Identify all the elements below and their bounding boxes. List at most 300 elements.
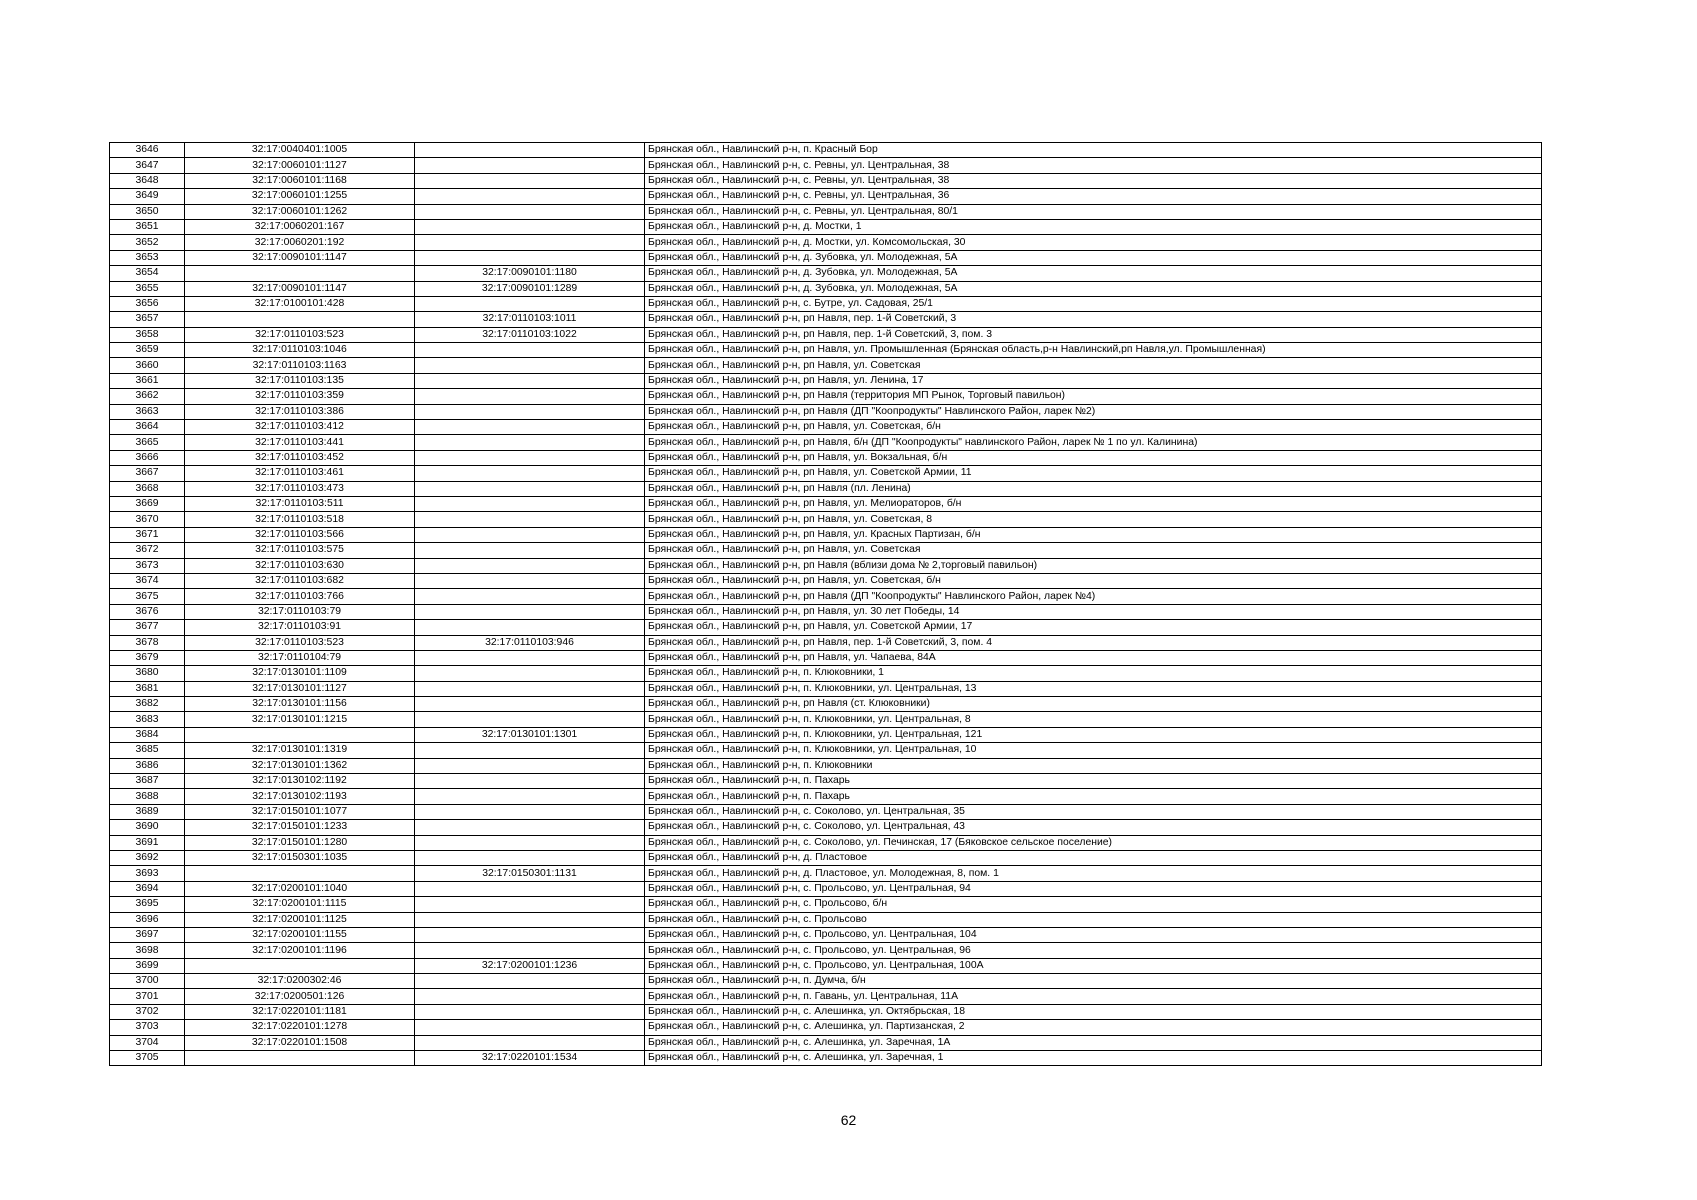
row-number-cell: 3701 (110, 989, 185, 1004)
table-row (110, 235, 1542, 250)
cadastral-number-cell: 32:17:0220101:1508 (185, 1035, 415, 1050)
row-number-cell: 3654 (110, 266, 185, 281)
cadastral-number-cell: 32:17:0110103:135 (185, 373, 415, 388)
address-cell: Брянская обл., Навлинский р-н, д. Пластовое (645, 850, 1542, 865)
cadastral-number-cell: 32:17:0040401:1005 (185, 143, 415, 158)
cadastral-number-cell (185, 312, 415, 327)
related-cadastral-number-cell (415, 850, 645, 865)
address-cell: Брянская обл., Навлинский р-н, рп Навля, ул. Ленина, 17 (645, 373, 1542, 388)
row-number-cell: 3702 (110, 1004, 185, 1019)
table-row (110, 958, 1542, 973)
address-cell: Брянская обл., Навлинский р-н, п. Клюковники (645, 758, 1542, 773)
address-cell: Брянская обл., Навлинский р-н, п. Гавань, ул. Центральная, 11А (645, 989, 1542, 1004)
cadastral-number-cell: 32:17:0200101:1115 (185, 897, 415, 912)
address-cell: Брянская обл., Навлинский р-н, с. Прольсово, ул. Центральная, 96 (645, 943, 1542, 958)
related-cadastral-number-cell (415, 158, 645, 173)
address-cell: Брянская обл., Навлинский р-н, рп Навля, ул. 30 лет Победы, 14 (645, 604, 1542, 619)
related-cadastral-number-cell (415, 389, 645, 404)
related-cadastral-number-cell (415, 974, 645, 989)
cadastral-number-cell: 32:17:0150101:1233 (185, 820, 415, 835)
related-cadastral-number-cell: 32:17:0110103:1022 (415, 327, 645, 342)
address-cell: Брянская обл., Навлинский р-н, рп Навля, ул. Советская (645, 358, 1542, 373)
address-cell: Брянская обл., Навлинский р-н, рп Навля, пер. 1-й Советский, 3, пом. 4 (645, 635, 1542, 650)
table-row (110, 881, 1542, 896)
table-row (110, 774, 1542, 789)
row-number-cell: 3663 (110, 404, 185, 419)
row-number-cell: 3655 (110, 281, 185, 296)
address-cell: Брянская обл., Навлинский р-н, с. Алешинка, ул. Заречная, 1А (645, 1035, 1542, 1050)
table-row (110, 912, 1542, 927)
cadastral-number-cell: 32:17:0090101:1147 (185, 250, 415, 265)
table-row (110, 404, 1542, 419)
address-cell: Брянская обл., Навлинский р-н, рп Навля, ул. Красных Партизан, б/н (645, 527, 1542, 542)
table-row (110, 573, 1542, 588)
row-number-cell: 3668 (110, 481, 185, 496)
cadastral-number-cell: 32:17:0060101:1262 (185, 204, 415, 219)
row-number-cell: 3682 (110, 697, 185, 712)
table-row (110, 635, 1542, 650)
related-cadastral-number-cell (415, 1020, 645, 1035)
address-cell: Брянская обл., Навлинский р-н, с. Бутре, ул. Садовая, 25/1 (645, 296, 1542, 311)
row-number-cell: 3661 (110, 373, 185, 388)
row-number-cell: 3665 (110, 435, 185, 450)
related-cadastral-number-cell (415, 989, 645, 1004)
address-cell: Брянская обл., Навлинский р-н, п. Пахарь (645, 774, 1542, 789)
address-cell: Брянская обл., Навлинский р-н, с. Соколово, ул. Центральная, 35 (645, 804, 1542, 819)
related-cadastral-number-cell (415, 373, 645, 388)
cadastral-number-cell (185, 1051, 415, 1066)
related-cadastral-number-cell (415, 589, 645, 604)
address-cell: Брянская обл., Навлинский р-н, п. Клюковники, 1 (645, 666, 1542, 681)
address-cell: Брянская обл., Навлинский р-н, п. Клюковники, ул. Центральная, 10 (645, 743, 1542, 758)
related-cadastral-number-cell (415, 466, 645, 481)
cadastral-number-cell: 32:17:0200101:1040 (185, 881, 415, 896)
table-row (110, 158, 1542, 173)
table-row (110, 327, 1542, 342)
cadastral-number-cell: 32:17:0060101:1255 (185, 189, 415, 204)
row-number-cell: 3656 (110, 296, 185, 311)
related-cadastral-number-cell: 32:17:0110103:1011 (415, 312, 645, 327)
related-cadastral-number-cell (415, 604, 645, 619)
table-row (110, 189, 1542, 204)
address-cell: Брянская обл., Навлинский р-н, п. Клюковники, ул. Центральная, 8 (645, 712, 1542, 727)
table-row (110, 435, 1542, 450)
table-row (110, 666, 1542, 681)
address-cell: Брянская обл., Навлинский р-н, рп Навля (территория МП Рынок, Торговый павильон) (645, 389, 1542, 404)
related-cadastral-number-cell (415, 804, 645, 819)
row-number-cell: 3678 (110, 635, 185, 650)
table-row (110, 1004, 1542, 1019)
row-number-cell: 3664 (110, 420, 185, 435)
address-cell: Брянская обл., Навлинский р-н, рп Навля, пер. 1-й Советский, 3, пом. 3 (645, 327, 1542, 342)
row-number-cell: 3669 (110, 496, 185, 511)
cadastral-number-cell: 32:17:0130101:1215 (185, 712, 415, 727)
address-cell: Брянская обл., Навлинский р-н, с. Ревны, ул. Центральная, 38 (645, 173, 1542, 188)
table-row (110, 143, 1542, 158)
table-row (110, 620, 1542, 635)
address-cell: Брянская обл., Навлинский р-н, рп Навля, ул. Промышленная (Брянская область,р-н Навлинский,рп Навля,ул. Промышленная) (645, 343, 1542, 358)
row-number-cell: 3704 (110, 1035, 185, 1050)
table-row (110, 604, 1542, 619)
address-cell: Брянская обл., Навлинский р-н, с. Соколово, ул. Печинская, 17 (Бяковское сельское поселение) (645, 835, 1542, 850)
table-row (110, 281, 1542, 296)
table-row (110, 835, 1542, 850)
cadastral-number-cell: 32:17:0110103:575 (185, 543, 415, 558)
address-cell: Брянская обл., Навлинский р-н, рп Навля, ул. Советская (645, 543, 1542, 558)
cadastral-number-cell: 32:17:0110103:1046 (185, 343, 415, 358)
cadastral-number-cell (185, 727, 415, 742)
address-cell: Брянская обл., Навлинский р-н, рп Навля (ДП "Коопродукты" Навлинского Район, ларек №2) (645, 404, 1542, 419)
table-row (110, 1051, 1542, 1066)
related-cadastral-number-cell (415, 712, 645, 727)
row-number-cell: 3650 (110, 204, 185, 219)
table-row (110, 697, 1542, 712)
related-cadastral-number-cell (415, 897, 645, 912)
cadastral-number-cell: 32:17:0110103:359 (185, 389, 415, 404)
related-cadastral-number-cell (415, 743, 645, 758)
table-row (110, 681, 1542, 696)
table-row (110, 1020, 1542, 1035)
related-cadastral-number-cell (415, 927, 645, 942)
related-cadastral-number-cell (415, 697, 645, 712)
table-row (110, 373, 1542, 388)
related-cadastral-number-cell (415, 820, 645, 835)
address-cell: Брянская обл., Навлинский р-н, п. Клюковники, ул. Центральная, 121 (645, 727, 1542, 742)
cadastral-number-cell: 32:17:0200101:1196 (185, 943, 415, 958)
table-row (110, 943, 1542, 958)
row-number-cell: 3691 (110, 835, 185, 850)
row-number-cell: 3700 (110, 974, 185, 989)
cadastral-number-cell: 32:17:0100101:428 (185, 296, 415, 311)
address-cell: Брянская обл., Навлинский р-н, д. Зубовка, ул. Молодежная, 5А (645, 250, 1542, 265)
related-cadastral-number-cell (415, 1004, 645, 1019)
related-cadastral-number-cell: 32:17:0150301:1131 (415, 866, 645, 881)
cadastral-number-cell: 32:17:0130101:1156 (185, 697, 415, 712)
table-row (110, 743, 1542, 758)
table-row (110, 927, 1542, 942)
row-number-cell: 3660 (110, 358, 185, 373)
related-cadastral-number-cell (415, 496, 645, 511)
row-number-cell: 3657 (110, 312, 185, 327)
row-number-cell: 3699 (110, 958, 185, 973)
row-number-cell: 3698 (110, 943, 185, 958)
cadastral-number-cell: 32:17:0110104:79 (185, 650, 415, 665)
address-cell: Брянская обл., Навлинский р-н, с. Прольсово (645, 912, 1542, 927)
cadastral-number-cell: 32:17:0110103:91 (185, 620, 415, 635)
address-cell: Брянская обл., Навлинский р-н, д. Мостки, ул. Комсомольская, 30 (645, 235, 1542, 250)
related-cadastral-number-cell (415, 512, 645, 527)
row-number-cell: 3666 (110, 450, 185, 465)
table-row (110, 758, 1542, 773)
address-cell: Брянская обл., Навлинский р-н, п. Красный Бор (645, 143, 1542, 158)
cadastral-number-cell: 32:17:0150301:1035 (185, 850, 415, 865)
table-row (110, 204, 1542, 219)
row-number-cell: 3697 (110, 927, 185, 942)
cadastral-number-cell: 32:17:0150101:1077 (185, 804, 415, 819)
row-number-cell: 3690 (110, 820, 185, 835)
cadastral-number-cell: 32:17:0110103:523 (185, 635, 415, 650)
cadastral-number-cell: 32:17:0110103:518 (185, 512, 415, 527)
related-cadastral-number-cell (415, 620, 645, 635)
table-row (110, 850, 1542, 865)
row-number-cell: 3705 (110, 1051, 185, 1066)
address-cell: Брянская обл., Навлинский р-н, п. Пахарь (645, 789, 1542, 804)
related-cadastral-number-cell (415, 343, 645, 358)
cadastral-number-cell: 32:17:0110103:766 (185, 589, 415, 604)
table-row (110, 866, 1542, 881)
address-cell: Брянская обл., Навлинский р-н, д. Зубовка, ул. Молодежная, 5А (645, 281, 1542, 296)
cadastral-number-cell: 32:17:0110103:1163 (185, 358, 415, 373)
row-number-cell: 3680 (110, 666, 185, 681)
row-number-cell: 3693 (110, 866, 185, 881)
related-cadastral-number-cell (415, 774, 645, 789)
row-number-cell: 3673 (110, 558, 185, 573)
row-number-cell: 3692 (110, 850, 185, 865)
table-row (110, 420, 1542, 435)
related-cadastral-number-cell (415, 1035, 645, 1050)
row-number-cell: 3674 (110, 573, 185, 588)
related-cadastral-number-cell (415, 543, 645, 558)
address-cell: Брянская обл., Навлинский р-н, д. Пластовое, ул. Молодежная, 8, пом. 1 (645, 866, 1542, 881)
address-cell: Брянская обл., Навлинский р-н, с. Алешинка, ул. Заречная, 1 (645, 1051, 1542, 1066)
cadastral-number-cell: 32:17:0060201:167 (185, 219, 415, 234)
related-cadastral-number-cell: 32:17:0110103:946 (415, 635, 645, 650)
address-cell: Брянская обл., Навлинский р-н, с. Прольсово, ул. Центральная, 104 (645, 927, 1542, 942)
row-number-cell: 3694 (110, 881, 185, 896)
cadastral-number-cell: 32:17:0130102:1192 (185, 774, 415, 789)
related-cadastral-number-cell (415, 189, 645, 204)
table-row (110, 650, 1542, 665)
related-cadastral-number-cell: 32:17:0130101:1301 (415, 727, 645, 742)
row-number-cell: 3667 (110, 466, 185, 481)
cadastral-number-cell: 32:17:0110103:473 (185, 481, 415, 496)
cadastral-number-cell: 32:17:0220101:1278 (185, 1020, 415, 1035)
cadastral-number-cell: 32:17:0200302:46 (185, 974, 415, 989)
table-row (110, 727, 1542, 742)
related-cadastral-number-cell (415, 219, 645, 234)
row-number-cell: 3689 (110, 804, 185, 819)
cadastral-number-cell: 32:17:0200501:126 (185, 989, 415, 1004)
address-cell: Брянская обл., Навлинский р-н, с. Ревны, ул. Центральная, 80/1 (645, 204, 1542, 219)
address-cell: Брянская обл., Навлинский р-н, с. Соколово, ул. Центральная, 43 (645, 820, 1542, 835)
related-cadastral-number-cell (415, 296, 645, 311)
cadastral-number-cell: 32:17:0110103:386 (185, 404, 415, 419)
table-row (110, 343, 1542, 358)
table-row (110, 989, 1542, 1004)
table-row (110, 266, 1542, 281)
address-cell: Брянская обл., Навлинский р-н, рп Навля, ул. Советская, б/н (645, 573, 1542, 588)
related-cadastral-number-cell (415, 450, 645, 465)
address-cell: Брянская обл., Навлинский р-н, рп Навля, ул. Чапаева, 84А (645, 650, 1542, 665)
address-cell: Брянская обл., Навлинский р-н, п. Думча, б/н (645, 974, 1542, 989)
row-number-cell: 3671 (110, 527, 185, 542)
row-number-cell: 3653 (110, 250, 185, 265)
cadastral-table (109, 142, 1542, 1066)
related-cadastral-number-cell (415, 404, 645, 419)
table-row (110, 512, 1542, 527)
table-row (110, 450, 1542, 465)
related-cadastral-number-cell (415, 881, 645, 896)
row-number-cell: 3683 (110, 712, 185, 727)
cadastral-number-cell (185, 866, 415, 881)
address-cell: Брянская обл., Навлинский р-н, с. Алешинка, ул. Партизанская, 2 (645, 1020, 1542, 1035)
table-row (110, 466, 1542, 481)
table-row (110, 219, 1542, 234)
address-cell: Брянская обл., Навлинский р-н, рп Навля, ул. Советская, 8 (645, 512, 1542, 527)
table-row (110, 897, 1542, 912)
related-cadastral-number-cell: 32:17:0220101:1534 (415, 1051, 645, 1066)
related-cadastral-number-cell (415, 358, 645, 373)
address-cell: Брянская обл., Навлинский р-н, рп Навля, ул. Советской Армии, 17 (645, 620, 1542, 635)
cadastral-number-cell: 32:17:0200101:1125 (185, 912, 415, 927)
table-row (110, 296, 1542, 311)
table-row (110, 173, 1542, 188)
address-cell: Брянская обл., Навлинский р-н, с. Прольсово, б/н (645, 897, 1542, 912)
row-number-cell: 3686 (110, 758, 185, 773)
row-number-cell: 3670 (110, 512, 185, 527)
cadastral-number-cell: 32:17:0110103:461 (185, 466, 415, 481)
row-number-cell: 3679 (110, 650, 185, 665)
row-number-cell: 3688 (110, 789, 185, 804)
address-cell: Брянская обл., Навлинский р-н, рп Навля (ДП "Коопродукты" Навлинского Район, ларек №4) (645, 589, 1542, 604)
row-number-cell: 3651 (110, 219, 185, 234)
related-cadastral-number-cell (415, 650, 645, 665)
related-cadastral-number-cell (415, 143, 645, 158)
row-number-cell: 3676 (110, 604, 185, 619)
related-cadastral-number-cell (415, 173, 645, 188)
table-row (110, 558, 1542, 573)
cadastral-number-cell: 32:17:0200101:1155 (185, 927, 415, 942)
address-cell: Брянская обл., Навлинский р-н, рп Навля (ст. Клюковники) (645, 697, 1542, 712)
cadastral-number-cell: 32:17:0110103:79 (185, 604, 415, 619)
cadastral-number-cell: 32:17:0060101:1127 (185, 158, 415, 173)
row-number-cell: 3658 (110, 327, 185, 342)
related-cadastral-number-cell (415, 527, 645, 542)
cadastral-number-cell: 32:17:0130101:1127 (185, 681, 415, 696)
address-cell: Брянская обл., Навлинский р-н, рп Навля, ул. Советская, б/н (645, 420, 1542, 435)
row-number-cell: 3677 (110, 620, 185, 635)
cadastral-number-cell: 32:17:0110103:682 (185, 573, 415, 588)
related-cadastral-number-cell (415, 943, 645, 958)
cadastral-number-cell: 32:17:0130101:1319 (185, 743, 415, 758)
row-number-cell: 3687 (110, 774, 185, 789)
related-cadastral-number-cell (415, 681, 645, 696)
cadastral-number-cell: 32:17:0060201:192 (185, 235, 415, 250)
cadastral-number-cell: 32:17:0110103:566 (185, 527, 415, 542)
address-cell: Брянская обл., Навлинский р-н, д. Зубовка, ул. Молодежная, 5А (645, 266, 1542, 281)
table-row (110, 804, 1542, 819)
address-cell: Брянская обл., Навлинский р-н, рп Навля (пл. Ленина) (645, 481, 1542, 496)
cadastral-number-cell: 32:17:0150101:1280 (185, 835, 415, 850)
cadastral-number-cell: 32:17:0110103:511 (185, 496, 415, 511)
related-cadastral-number-cell (415, 789, 645, 804)
cadastral-number-cell: 32:17:0110103:523 (185, 327, 415, 342)
table-row (110, 712, 1542, 727)
related-cadastral-number-cell (415, 912, 645, 927)
table-row (110, 543, 1542, 558)
table-row (110, 527, 1542, 542)
address-cell: Брянская обл., Навлинский р-н, рп Навля, ул. Вокзальная, б/н (645, 450, 1542, 465)
cadastral-number-cell: 32:17:0110103:412 (185, 420, 415, 435)
related-cadastral-number-cell (415, 204, 645, 219)
address-cell: Брянская обл., Навлинский р-н, рп Навля, ул. Советской Армии, 11 (645, 466, 1542, 481)
related-cadastral-number-cell (415, 666, 645, 681)
table-row (110, 974, 1542, 989)
cadastral-number-cell: 32:17:0090101:1147 (185, 281, 415, 296)
cadastral-number-cell: 32:17:0130101:1362 (185, 758, 415, 773)
address-cell: Брянская обл., Навлинский р-н, с. Алешинка, ул. Октябрьская, 18 (645, 1004, 1542, 1019)
address-cell: Брянская обл., Навлинский р-н, с. Прольсово, ул. Центральная, 94 (645, 881, 1542, 896)
row-number-cell: 3696 (110, 912, 185, 927)
address-cell: Брянская обл., Навлинский р-н, с. Прольсово, ул. Центральная, 100А (645, 958, 1542, 973)
cadastral-number-cell: 32:17:0110103:452 (185, 450, 415, 465)
cadastral-number-cell: 32:17:0060101:1168 (185, 173, 415, 188)
row-number-cell: 3648 (110, 173, 185, 188)
cadastral-number-cell: 32:17:0110103:630 (185, 558, 415, 573)
row-number-cell: 3675 (110, 589, 185, 604)
row-number-cell: 3662 (110, 389, 185, 404)
row-number-cell: 3685 (110, 743, 185, 758)
related-cadastral-number-cell (415, 481, 645, 496)
related-cadastral-number-cell: 32:17:0200101:1236 (415, 958, 645, 973)
table-row (110, 481, 1542, 496)
row-number-cell: 3681 (110, 681, 185, 696)
table-row (110, 358, 1542, 373)
table-row (110, 496, 1542, 511)
related-cadastral-number-cell (415, 835, 645, 850)
related-cadastral-number-cell (415, 435, 645, 450)
table-row (110, 789, 1542, 804)
table-row (110, 389, 1542, 404)
address-cell: Брянская обл., Навлинский р-н, с. Ревны, ул. Центральная, 38 (645, 158, 1542, 173)
table-row (110, 589, 1542, 604)
related-cadastral-number-cell (415, 235, 645, 250)
address-cell: Брянская обл., Навлинский р-н, п. Клюковники, ул. Центральная, 13 (645, 681, 1542, 696)
table-row (110, 312, 1542, 327)
cadastral-number-cell (185, 266, 415, 281)
address-cell: Брянская обл., Навлинский р-н, рп Навля, б/н (ДП "Коопродукты" навлинского Район, ларек № 1 по ул. Калинина) (645, 435, 1542, 450)
cadastral-number-cell: 32:17:0110103:441 (185, 435, 415, 450)
row-number-cell: 3647 (110, 158, 185, 173)
address-cell: Брянская обл., Навлинский р-н, рп Навля, пер. 1-й Советский, 3 (645, 312, 1542, 327)
related-cadastral-number-cell: 32:17:0090101:1180 (415, 266, 645, 281)
row-number-cell: 3695 (110, 897, 185, 912)
related-cadastral-number-cell (415, 758, 645, 773)
row-number-cell: 3646 (110, 143, 185, 158)
address-cell: Брянская обл., Навлинский р-н, рп Навля, ул. Мелиораторов, б/н (645, 496, 1542, 511)
cadastral-number-cell (185, 958, 415, 973)
related-cadastral-number-cell: 32:17:0090101:1289 (415, 281, 645, 296)
row-number-cell: 3703 (110, 1020, 185, 1035)
table-body (110, 143, 1542, 1066)
table-row (110, 1035, 1542, 1050)
table-row (110, 250, 1542, 265)
address-cell: Брянская обл., Навлинский р-н, рп Навля (вблизи дома № 2,торговый павильон) (645, 558, 1542, 573)
related-cadastral-number-cell (415, 558, 645, 573)
row-number-cell: 3684 (110, 727, 185, 742)
cadastral-number-cell: 32:17:0220101:1181 (185, 1004, 415, 1019)
page-number: 62 (840, 1112, 857, 1128)
address-cell: Брянская обл., Навлинский р-н, с. Ревны, ул. Центральная, 36 (645, 189, 1542, 204)
table-row (110, 820, 1542, 835)
row-number-cell: 3649 (110, 189, 185, 204)
related-cadastral-number-cell (415, 573, 645, 588)
related-cadastral-number-cell (415, 420, 645, 435)
row-number-cell: 3659 (110, 343, 185, 358)
cadastral-number-cell: 32:17:0130101:1109 (185, 666, 415, 681)
related-cadastral-number-cell (415, 250, 645, 265)
row-number-cell: 3672 (110, 543, 185, 558)
